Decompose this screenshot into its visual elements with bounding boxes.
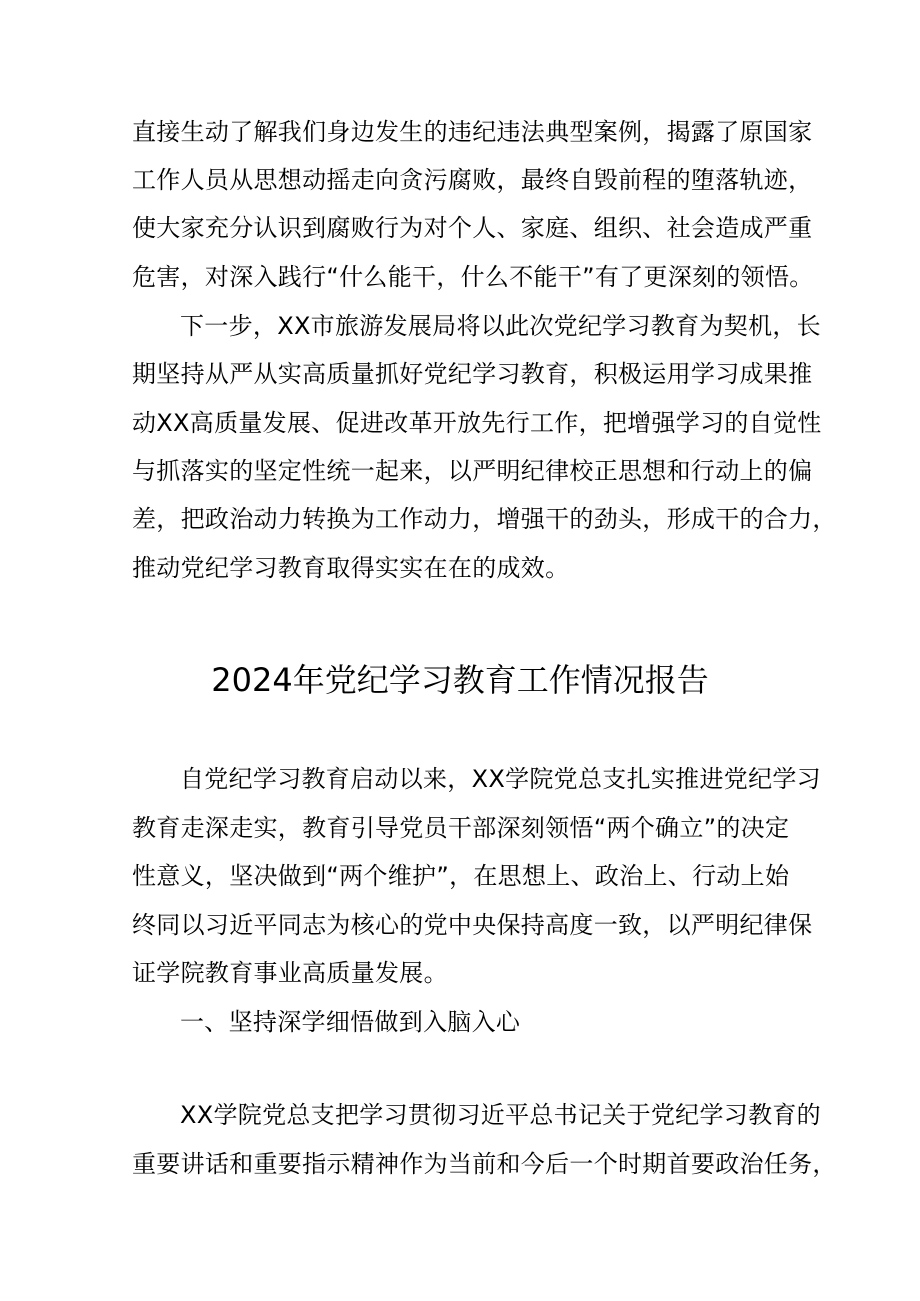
section-heading: 一、坚持深学细悟做到入脑入心 xyxy=(180,1008,521,1036)
paragraph-line: 证学院教育事业高质量发展。 xyxy=(132,959,448,987)
paragraph-line: 推动党纪学习教育取得实实在在的成效。 xyxy=(132,554,570,582)
paragraph-line: 直接生动了解我们身边发生的违纪违法典型案例，揭露了原国家 xyxy=(132,118,813,146)
report-title: 2024年党纪学习教育工作情况报告 xyxy=(211,661,709,699)
paragraph-line: 自党纪学习教育启动以来，XX学院党总支扎实推进党纪学习 xyxy=(180,765,821,793)
paragraph-line: XX学院党总支把学习贯彻习近平总书记关于党纪学习教育的 xyxy=(180,1101,821,1129)
paragraph-line: 终同以习近平同志为核心的党中央保持高度一致，以严明纪律保 xyxy=(132,911,813,939)
paragraph-line: 与抓落实的坚定性统一起来，以严明纪律校正思想和行动上的偏 xyxy=(132,457,813,485)
paragraph-line: 动XX高质量发展、促进改革开放先行工作，把增强学习的自觉性 xyxy=(132,409,822,437)
paragraph-line: 工作人员从思想动摇走向贪污腐败，最终自毁前程的堕落轨迹， xyxy=(132,166,813,194)
paragraph-line: 教育走深走实，教育引导党员干部深刻领悟“两个确立”的决定 xyxy=(132,814,790,842)
paragraph-line: 性意义，坚决做到“两个维护”，在思想上、政治上、行动上始 xyxy=(132,862,790,890)
paragraph-line: 下一步，XX市旅游发展局将以此次党纪学习教育为契机，长 xyxy=(180,312,821,340)
paragraph-line: 差，把政治动力转换为工作动力，增强干的劲头，形成干的合力， xyxy=(132,505,837,533)
paragraph-line: 危害，对深入践行“什么能干，什么不能干”有了更深刻的领悟。 xyxy=(132,263,814,291)
paragraph-line: 重要讲话和重要指示精神作为当前和今后一个时期首要政治任务， xyxy=(132,1150,837,1178)
paragraph-line: 使大家充分认识到腐败行为对个人、家庭、组织、社会造成严重 xyxy=(132,214,813,242)
paragraph-line: 期坚持从严从实高质量抓好党纪学习教育，积极运用学习成果推 xyxy=(132,360,813,388)
